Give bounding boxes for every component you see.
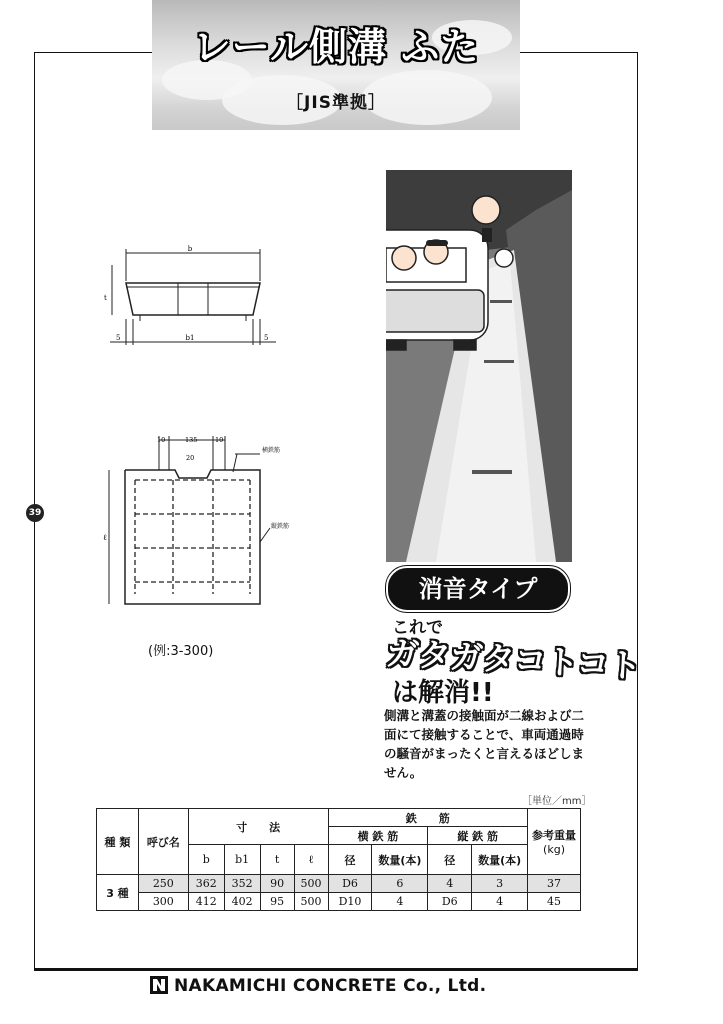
company-footer [150,976,486,996]
silent-type-badge: 消音タイプ [386,566,570,612]
header-kind: 種 類 [97,809,139,875]
dim-t-label: t [104,294,107,302]
spec-table [96,808,581,911]
header-dia2: 径 [428,845,472,875]
header-t: t [260,845,294,875]
label-tate-tekkin: 縦鉄筋 [271,523,290,530]
page-number: 39 [26,504,44,522]
cross-section-drawing [100,245,290,350]
company-name: NAKAMICHI CONCRETE Co., Ltd. [174,976,487,996]
header-dia1: 径 [328,845,372,875]
page-title: レール側溝 ふた [192,25,480,69]
label-yoko-tekkin: 横鉄筋 [262,447,281,454]
header-name: 呼び名 [138,809,188,875]
header-b: b [188,845,224,875]
header-qty1: 数量(本) [372,845,428,875]
promo-line-2: ガタガタコトコト [385,633,642,686]
dim-135-label: 135 [185,436,198,444]
standard-label: ［JIS準拠］ [286,93,386,113]
plan-drawing [95,432,295,612]
unit-label: ［単位／mm］ [522,796,592,807]
header-b1: b1 [224,845,260,875]
promo-line-3: は解消!! [392,678,494,708]
dim-20-label: 20 [186,454,195,462]
dim-b1-label: b1 [185,334,195,342]
dim-b-label: b [187,245,193,253]
table-row: 300 412 402 95 500 D10 4 D6 4 45 [97,893,581,911]
dim-5-left-label: 5 [116,334,121,342]
dim-l-label: ℓ [103,533,107,542]
kind-cell: 3 種 [97,875,139,911]
example-caption: (例:3-300) [148,644,214,659]
promo-description: 側溝と溝蓋の接触面が二線および二面にて接触することで、車両通過時の騒音がまったくと言えるほどしません。 [384,708,585,780]
dim-10-right-label: 10 [215,436,224,444]
promo-line-1: これで [392,618,443,638]
header-l: ℓ [294,845,328,875]
company-logo-icon [150,976,168,994]
header-qty2: 数量(本) [472,845,528,875]
header-yoko: 横 鉄 筋 [328,827,428,845]
footer-rule [34,968,638,970]
dim-5-right-label: 5 [264,334,269,342]
header-tate: 縦 鉄 筋 [428,827,528,845]
header-dims: 寸 法 [188,809,328,845]
header-weight: 参考重量 (kg) [528,809,581,875]
header-rebar: 鉄 筋 [328,809,528,827]
promo-photo [386,170,572,562]
dim-10-left-label: 10 [157,436,166,444]
table-row: 3 種 250 362 352 90 500 D6 6 4 3 37 [97,875,581,893]
